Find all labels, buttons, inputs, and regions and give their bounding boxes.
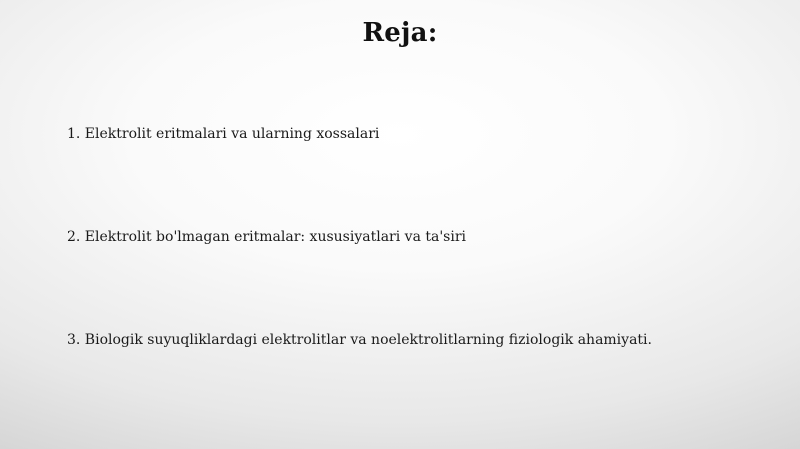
plan-item-2: 2. Elektrolit bo'lmagan eritmalar: xususiyatlari va ta'siri bbox=[67, 229, 467, 245]
slide-title: Reja: bbox=[362, 18, 438, 48]
plan-item-1: 1. Elektrolit eritmalari va ularning xossalari bbox=[67, 126, 380, 142]
plan-item-3: 3. Biologik suyuqliklardagi elektrolitlar va noelektrolitlarning fiziologik ahamiyati. bbox=[67, 332, 652, 348]
